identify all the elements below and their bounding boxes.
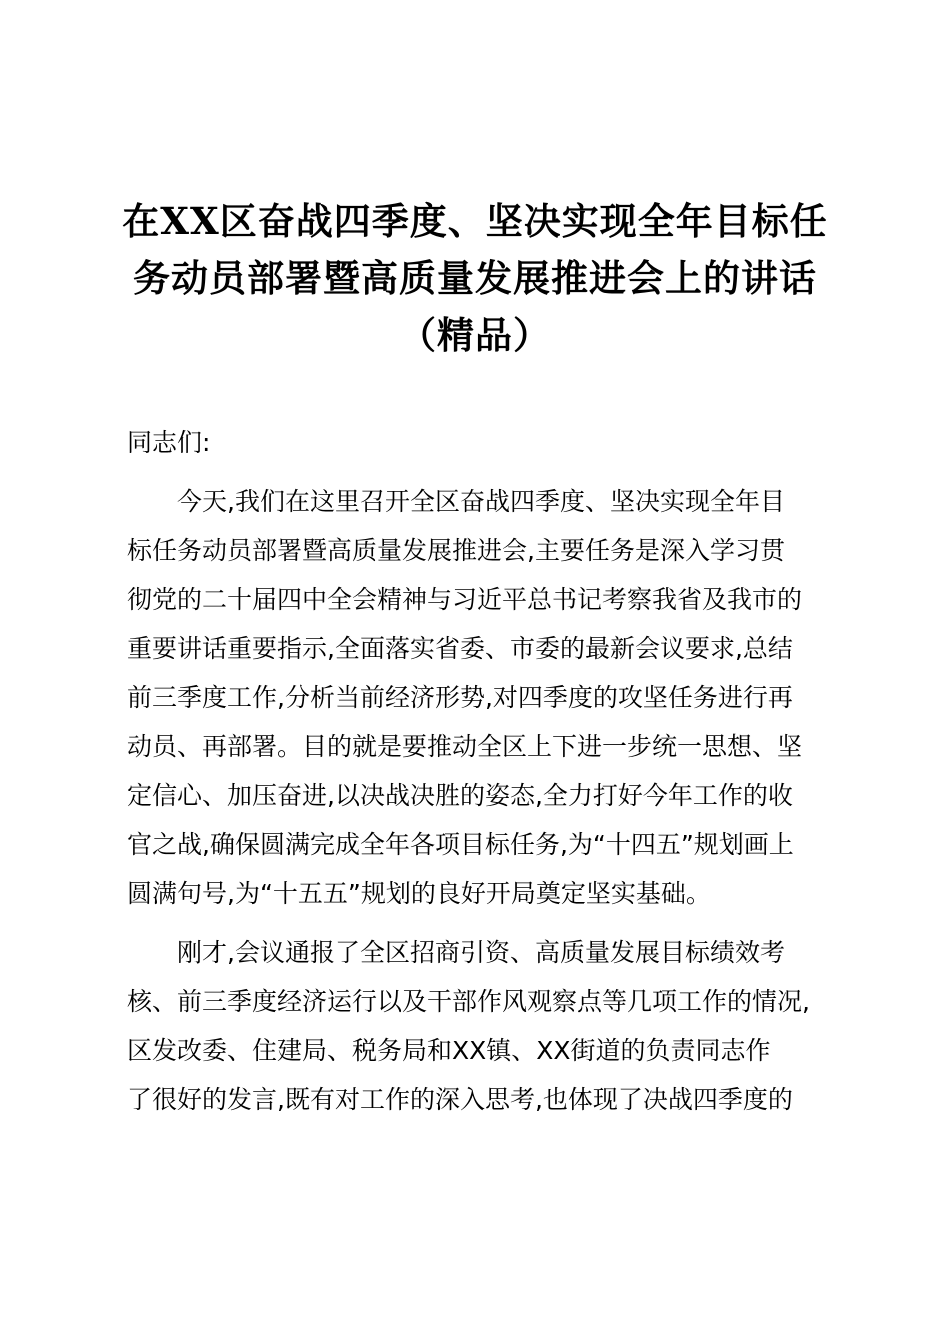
document-body (127, 418, 827, 1134)
paragraph-1 (127, 477, 827, 918)
paragraph-line: 区发改委、住建局、税务局和XX镇、XX街道的负责同志作 (127, 1036, 771, 1065)
paragraph-line: 彻党的二十届四中全会精神与习近平总书记考察我省及我市的 (127, 585, 803, 614)
paragraph-line: 标任务动员部署暨高质量发展推进会,主要任务是深入学习贯 (127, 536, 785, 565)
paragraph-line: 重要讲话重要指示,全面落实省委、市委的最新会议要求,总结 (127, 634, 793, 663)
paragraph-line: 了很好的发言,既有对工作的深入思考,也体现了决战四季度的 (127, 1085, 793, 1114)
title-line: 务动员部署暨高质量发展推进会上的讲话 (133, 256, 817, 300)
paragraph-2 (127, 928, 827, 1124)
paragraph-line: 动员、再部署。目的就是要推动全区上下进一步统一思想、坚 (127, 732, 803, 761)
paragraph-line: 定信心、加压奋进,以决战决胜的姿态,全力打好今年工作的收 (127, 781, 793, 810)
paragraph-line: 前三季度工作,分析当前经济形势,对四季度的攻坚任务进行再 (127, 683, 793, 712)
title-line: （精品） (399, 313, 551, 357)
paragraph-line: 官之战,确保圆满完成全年各项目标任务,为“十四五”规划画上 (127, 830, 794, 859)
salutation: 同志们: (127, 428, 211, 457)
paragraph-line: 核、前三季度经济运行以及干部作风观察点等几项工作的情况, (127, 987, 810, 1016)
title-line: 在XX区奋战四季度、坚决实现全年目标任 (122, 199, 828, 243)
paragraph-line: 刚才,会议通报了全区招商引资、高质量发展目标绩效考 (177, 938, 785, 967)
document-title (115, 193, 835, 364)
paragraph-line: 今天,我们在这里召开全区奋战四季度、坚决实现全年目 (177, 487, 785, 516)
paragraph-line: 圆满句号,为“十五五”规划的良好开局奠定坚实基础。 (127, 879, 711, 908)
